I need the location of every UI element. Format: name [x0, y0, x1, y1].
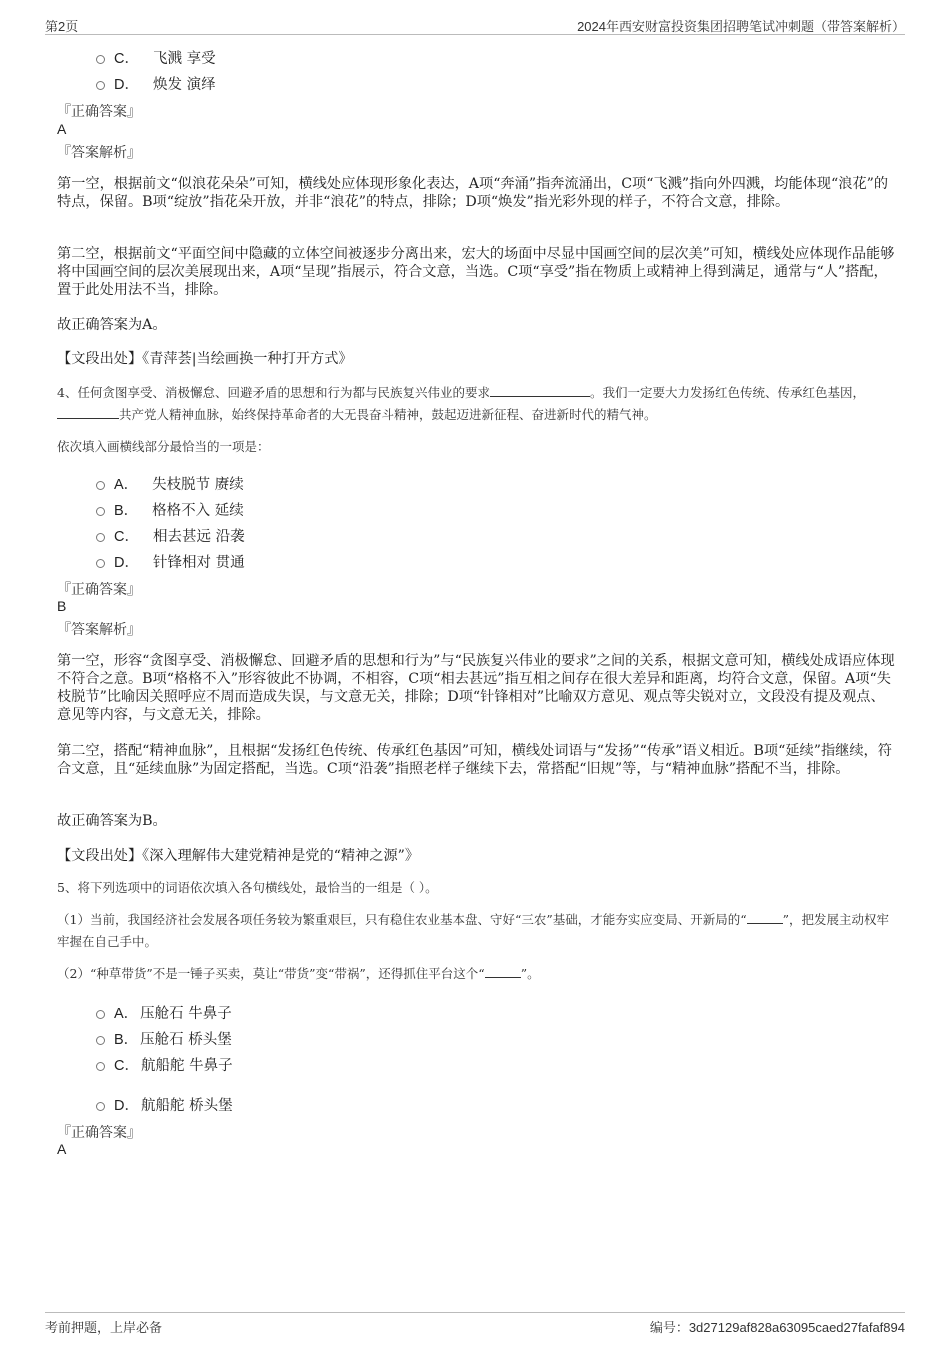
- document-title: 2024年西安财富投资集团招聘笔试冲刺题（带答案解析）: [577, 19, 905, 34]
- q5-option-b[interactable]: B． 压舱石 桥头堡: [96, 1028, 232, 1049]
- page-header: [45, 14, 905, 35]
- radio-icon[interactable]: [96, 1062, 105, 1071]
- q4-conclusion: 故正确答案为B。: [57, 813, 167, 829]
- q5-option-a[interactable]: A． 压舱石 牛鼻子: [96, 1002, 232, 1023]
- q4-analysis-paragraph-2: 第二空，搭配“精神血脉”，且根据“发扬红色传统、传承红色基因”可知，横线处词语与“发扬”“传承”语义相近。B项“延续”指继续，符合文意，且“延续血脉”为固定搭配，当选。C项“沿袭”指照老样子继续下去，常搭配“旧规”等，与“精神血脉”搭配不当，排除。: [57, 743, 892, 777]
- q5-option-c[interactable]: C． 航船舵 牛鼻子: [96, 1054, 233, 1075]
- radio-icon[interactable]: [96, 1102, 105, 1111]
- q5-sentence-2: （2）“种草带货”不是一锤子买卖，莫让“带货”变“带祸”，还得抓住平台这个“ ”。: [57, 966, 540, 981]
- radio-icon[interactable]: [96, 481, 105, 490]
- radio-icon[interactable]: [96, 1036, 105, 1045]
- q3-option-c[interactable]: C． 飞溅 享受: [96, 47, 216, 68]
- radio-icon[interactable]: [96, 559, 105, 568]
- fill-blank: [57, 405, 119, 419]
- fill-blank: [747, 910, 783, 924]
- q5-stem: 5、将下列选项中的词语依次填入各句横线处，最恰当的一组是（ ）。: [57, 880, 438, 895]
- q5-sentence-1: （1）当前，我国经济社会发展各项任务较为繁重艰巨，只有稳住农业基本盘、守好“三农”基础，才能夯实应变局、开新局的“ ”，把发展主动权牢牢握在自己手中。: [57, 912, 890, 949]
- q4-stem: 4、任何贪图享受、消极懈怠、回避矛盾的思想和行为都与民族复兴伟业的要求 。我们一定要大力发扬红色传统、传承红色基因，共产党人精神血脉，始终保持革命者的大无畏奋斗精神，鼓起迈进新征程、奋进新时代的精气神。: [57, 385, 865, 422]
- radio-icon[interactable]: [96, 507, 105, 516]
- q5-option-d[interactable]: D． 航船舵 桥头堡: [96, 1094, 233, 1115]
- radio-icon[interactable]: [96, 533, 105, 542]
- fill-blank: [490, 383, 590, 397]
- q4-answer: B: [57, 598, 67, 614]
- fill-blank: [485, 964, 521, 978]
- q4-source: 【文段出处】《深入理解伟大建党精神是党的“精神之源”》: [57, 848, 420, 864]
- q3-answer: A: [57, 121, 67, 137]
- q4-option-c[interactable]: C． 相去甚远 沿袭: [96, 525, 245, 546]
- q3-analysis-paragraph-1: 第一空，根据前文“似浪花朵朵”可知，横线处应体现形象化表达，A项“奔涌”指奔流涌出，C项“飞溅”指向外四溅，均能体现“浪花”的特点，保留。B项“绽放”指花朵开放，并非“浪花”的特点，排除；D项“焕发”指光彩外现的样子，不符合文意，排除。: [57, 176, 889, 210]
- q4-analysis-paragraph-1: 第一空，形容“贪图享受、消极懈怠、回避矛盾的思想和行为”与“民族复兴伟业的要求”之间的关系，根据文意可知，横线处成语应体现不符合之意。B项“格格不入”形容彼此不协调，不相容，C项“相去甚远”指互相之间存在很大差异和距离，均符合文意，保留。A项“失枝脱节”比喻因关照呼应不周而造成失误，与文意无关，排除；D项“针锋相对”比喻双方意见、观点等尖锐对立，文段没有提及观点、意见等内容，与文意无关，排除。: [57, 653, 895, 723]
- q3-analysis-paragraph-2: 第二空，根据前文“平面空间中隐藏的立体空间被逐步分离出来，宏大的场面中尽显中国画空间的层次美”可知，横线处应体现作品能够将中国画空间的层次美展现出来，A项“呈现”指展示，符合文意，当选。C项“享受”指在物质上或精神上得到满足，通常与“人”搭配，置于此处用法不当，排除。: [57, 246, 895, 298]
- q4-answer-label: 『正确答案』: [57, 582, 141, 598]
- q3-option-d[interactable]: D． 焕发 演绎: [96, 73, 216, 94]
- q4-option-a[interactable]: A． 失枝脱节 赓续: [96, 473, 244, 494]
- q4-analysis-label: 『答案解析』: [57, 622, 141, 638]
- page-number: 第2页: [45, 19, 79, 34]
- q3-analysis-label: 『答案解析』: [57, 145, 141, 161]
- page-footer: [45, 1312, 905, 1337]
- q5-answer-label: 『正确答案』: [57, 1125, 141, 1141]
- q3-conclusion: 故正确答案为A。: [57, 317, 167, 333]
- document-id: 编号：3d27129af828a63095caed27fafaf894: [649, 1320, 905, 1335]
- radio-icon[interactable]: [96, 55, 105, 64]
- footer-slogan: 考前押题，上岸必备: [45, 1320, 163, 1335]
- q4-instruction: 依次填入画横线部分最恰当的一项是：: [57, 439, 270, 454]
- q4-option-d[interactable]: D． 针锋相对 贯通: [96, 551, 245, 572]
- radio-icon[interactable]: [96, 81, 105, 90]
- radio-icon[interactable]: [96, 1010, 105, 1019]
- q3-source: 【文段出处】《青萍荟|当绘画换一种打开方式》: [57, 351, 353, 367]
- q3-answer-label: 『正确答案』: [57, 104, 141, 120]
- q5-answer: A: [57, 1141, 67, 1157]
- q4-option-b[interactable]: B． 格格不入 延续: [96, 499, 244, 520]
